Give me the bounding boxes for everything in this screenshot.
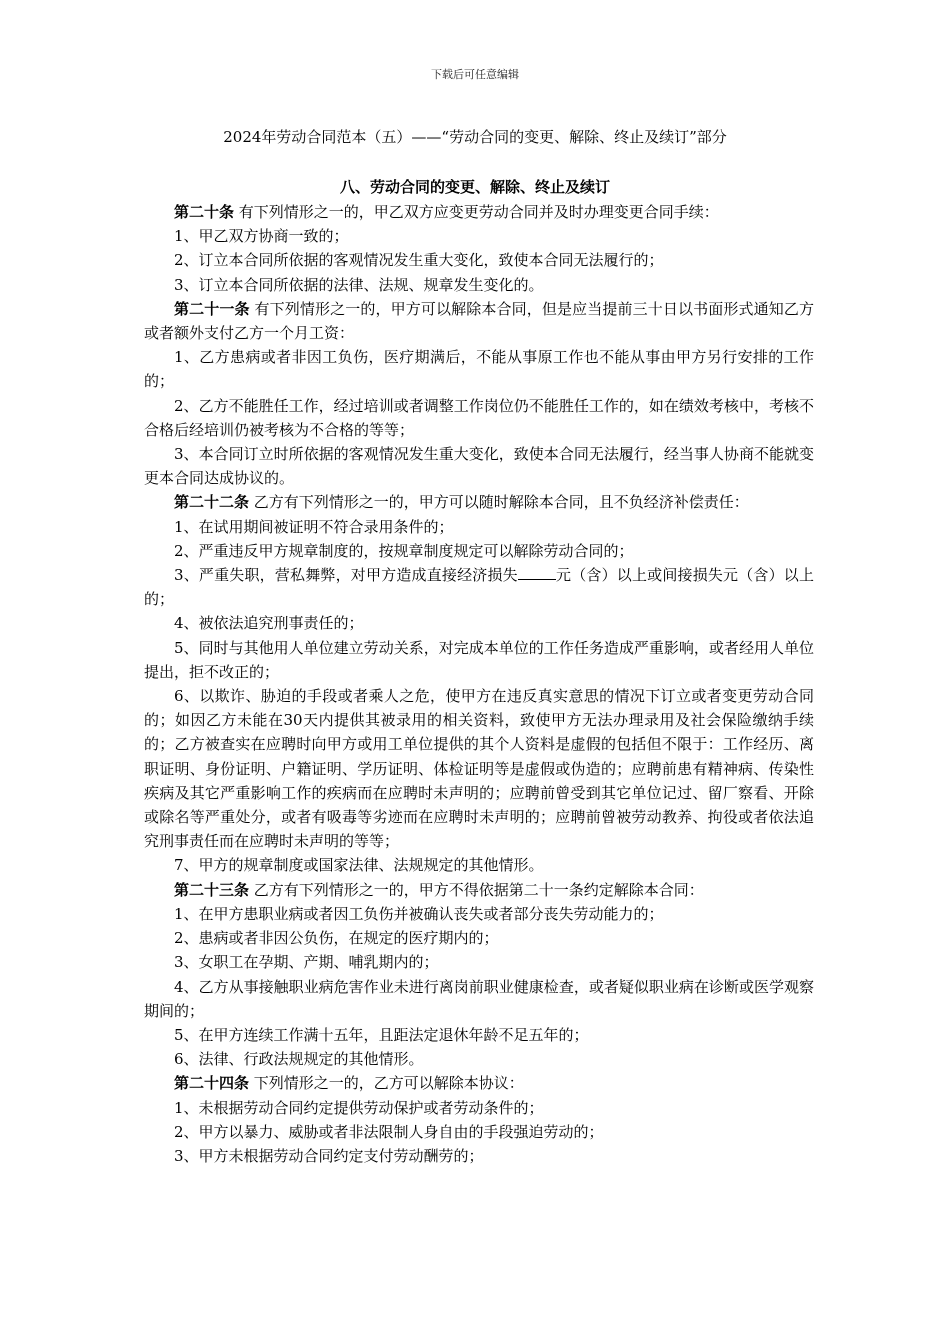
list-item: 1、在甲方患职业病或者因工负伤并被确认丧失或者部分丧失劳动能力的； bbox=[174, 904, 664, 923]
list-item: 5、在甲方连续工作满十五年，且距法定退休年龄不足五年的； bbox=[174, 1025, 589, 1044]
article-22-intro bbox=[144, 490, 814, 514]
list-item: 4、被依法追究刑事责任的； bbox=[174, 614, 364, 633]
section-heading: 八、劳动合同的变更、解除、终止及续订 bbox=[339, 178, 610, 196]
list-item: 1、乙方患病或者非因工负伤，医疗期满后，不能从事原工作也不能从事由甲方另行安排的工作的； bbox=[144, 348, 814, 391]
list-item: 2、甲方以暴力、威胁或者非法限制人身自由的手段强迫劳动的； bbox=[174, 1122, 604, 1141]
list-item: 3、订立本合同所依据的法律、法规、规章发生变化的。 bbox=[174, 275, 544, 294]
list-item: 1、甲乙双方协商一致的； bbox=[174, 227, 349, 246]
list-item: 1、在试用期间被证明不符合录用条件的； bbox=[174, 517, 454, 536]
list-item: 3、本合同订立时所依据的客观情况发生重大变化，致使本合同无法履行，经当事人协商不能就变更本合同达成协议的。 bbox=[144, 445, 814, 488]
article-label: 第二十三条 bbox=[174, 880, 250, 899]
article-label: 第二十一条 bbox=[174, 299, 250, 318]
list-item: 3、女职工在孕期、产期、哺乳期内的； bbox=[174, 953, 439, 972]
page-header-note: 下载后可任意编辑 bbox=[431, 68, 519, 81]
article-intro-text: 有下列情形之一的，甲乙双方应变更劳动合同并及时办理变更合同手续： bbox=[234, 203, 719, 221]
list-item: 4、乙方从事接触职业病危害作业未进行离岗前职业健康检查，或者疑似职业病在诊断或医学观察期间的； bbox=[144, 977, 814, 1020]
list-item: 2、严重违反甲方规章制度的，按规章制度规定可以解除劳动合同的； bbox=[174, 541, 634, 560]
article-intro-text: 下列情形之一的，乙方可以解除本协议： bbox=[249, 1074, 524, 1093]
list-item: 7、甲方的规章制度或国家法律、法规规定的其他情形。 bbox=[174, 856, 544, 875]
list-item: 1、未根据劳动合同约定提供劳动保护或者劳动条件的； bbox=[174, 1098, 544, 1117]
article-label: 第二十四条 bbox=[174, 1074, 250, 1093]
list-item-text-after: 元（含）以上或间接损失元（含）以上的； bbox=[144, 566, 814, 609]
article-intro-text: 乙方有下列情形之一的，甲方不得依据第二十一条约定解除本合同： bbox=[249, 880, 704, 899]
article-21-intro bbox=[144, 297, 814, 345]
article-23-intro bbox=[144, 878, 814, 902]
list-item: 2、订立本合同所依据的客观情况发生重大变化，致使本合同无法履行的； bbox=[174, 251, 664, 270]
list-item: 5、同时与其他用人单位建立劳动关系，对完成本单位的工作任务造成严重影响，或者经用人单位提出，拒不改正的； bbox=[144, 638, 814, 681]
list-item: 3、甲方未根据劳动合同约定支付劳动酬劳的； bbox=[174, 1146, 484, 1165]
list-item: 2、乙方不能胜任工作，经过培训或者调整工作岗位仍不能胜任工作的，如在绩效考核中，考核不合格后经培训仍被考核为不合格的等等； bbox=[144, 396, 814, 439]
article-label: 第二十二条 bbox=[174, 493, 250, 512]
article-intro-text: 有下列情形之一的，甲方可以解除本合同，但是应当提前三十日以书面形式通知乙方或者额外支付乙方一个月工资： bbox=[144, 299, 814, 343]
document-body bbox=[144, 200, 814, 1168]
article-label: 第二十条 bbox=[174, 203, 235, 221]
article-intro-text: 乙方有下列情形之一的，甲方可以随时解除本合同，且不负经济补偿责任： bbox=[249, 493, 749, 512]
list-item: 6、以欺诈、胁迫的手段或者乘人之危，使甲方在违反真实意思的情况下订立或者变更劳动合同的；如因乙方未能在30天内提供其被录用的相关资料，致使甲方无法办理录用及社会保险缴纳手续的；乙方被查实在应聘时向甲方或用工单位提供的其个人资料是虚假的包括但不限于：工作经历、离职证明、身份证明、户籍证明、学历证明、体检证明等是虚假或伪造的；应聘前患有精神病、传染性疾病及其它严重影响工作的疾病而在应聘时未声明的；应聘前曾受到其它单位记过、留厂察看、开除或除名等严重处分，或者有吸毒等劣迹而在应聘时未声明的；应聘前曾被劳动教养、拘役或者依法追究刑事责任而在应聘时未声明的等等； bbox=[144, 687, 814, 851]
list-item-with-blank bbox=[144, 563, 814, 611]
list-item-text-before: 3、严重失职，营私舞弊，对甲方造成直接经济损失 bbox=[174, 566, 518, 585]
article-20-intro bbox=[144, 200, 814, 224]
fill-in-blank-amount[interactable] bbox=[518, 564, 556, 580]
article-24-intro bbox=[144, 1071, 814, 1095]
document-title: 2024年劳动合同范本（五）——“劳动合同的变更、解除、终止及续订”部分 bbox=[223, 128, 727, 146]
list-item: 2、患病或者非因公负伤，在规定的医疗期内的； bbox=[174, 929, 499, 948]
list-item: 6、法律、行政法规规定的其他情形。 bbox=[174, 1050, 424, 1069]
